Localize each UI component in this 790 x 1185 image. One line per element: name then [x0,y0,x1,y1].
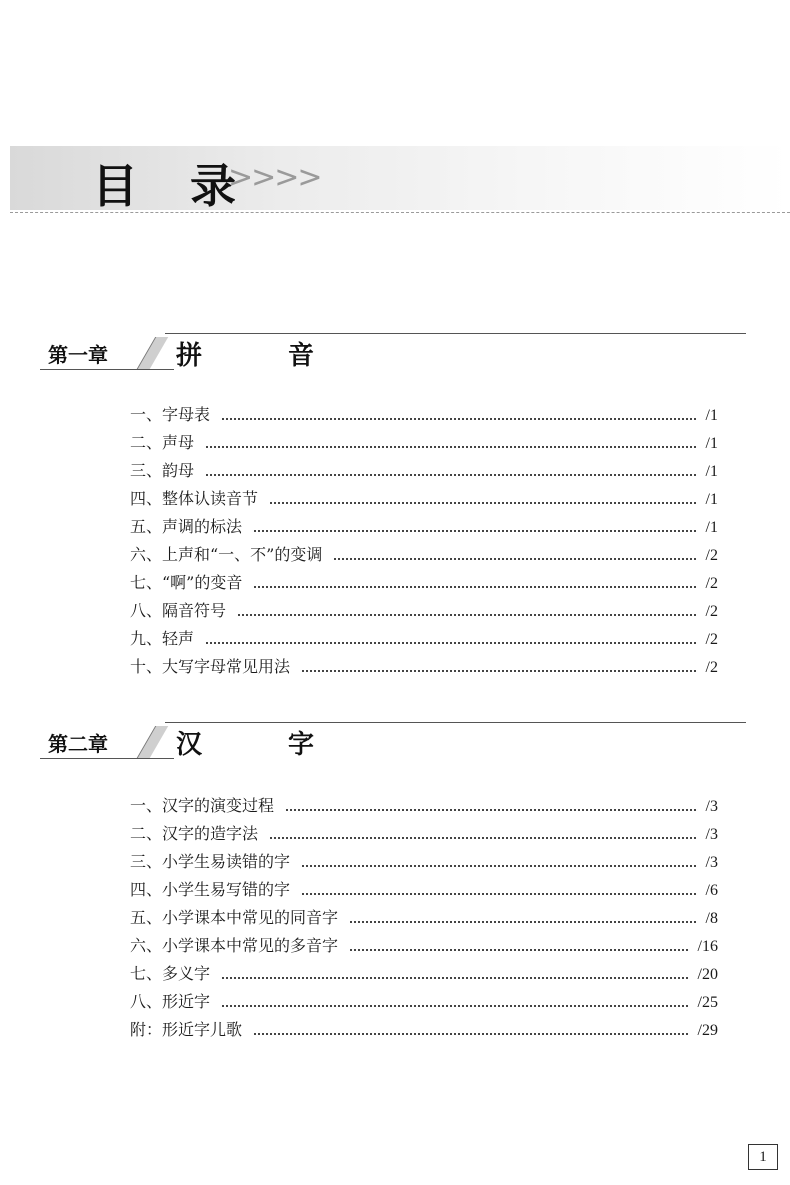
toc-entry-label: 附：形近字儿歌 [130,1020,243,1039]
toc-leader-dots [238,613,696,616]
toc-leader-dots [206,473,696,476]
toc-leader-dots [222,976,688,979]
toc-entry[interactable] [130,877,718,905]
toc-leader-dots [350,948,688,951]
toc-entry[interactable] [130,514,718,542]
toc-entry-page: /2 [705,631,718,648]
toc-entry-label: 八、隔音符号 [130,601,227,620]
header-arrows-decoration: >>>> [228,160,321,195]
toc-entry-label: 三、小学生易读错的字 [130,852,291,871]
chapter-2-toc [130,793,718,1045]
toc-entry-label: 三、韵母 [130,461,195,480]
toc-entry-page: /2 [705,575,718,592]
toc-entry-page: /1 [705,407,718,424]
toc-leader-dots [350,920,696,923]
toc-entry[interactable] [130,654,718,682]
toc-entry[interactable] [130,430,718,458]
chapter-2-bottom-rule [40,758,174,759]
toc-leader-dots [254,1032,688,1035]
toc-entry-label: 六、上声和“一、不”的变调 [130,545,323,564]
toc-entry[interactable] [130,598,718,626]
chapter-2-title-char: 汉 [176,730,203,760]
toc-entry-label: 一、汉字的演变过程 [130,796,275,815]
toc-entry-page: /16 [697,938,718,955]
toc-entry-label: 十、大写字母常见用法 [130,657,291,676]
toc-leader-dots [302,892,696,895]
chapter-1-title-char: 拼 [176,341,203,371]
toc-entry-label: 二、声母 [130,433,195,452]
toc-entry-page: /25 [697,994,718,1011]
toc-entry[interactable] [130,458,718,486]
chapter-1-bottom-rule [40,369,174,370]
toc-entry-label: 八、形近字 [130,992,211,1011]
chapter-2-title-char: 字 [288,730,315,760]
chapter-1-toc [130,402,718,682]
toc-entry-label: 一、字母表 [130,405,211,424]
toc-leader-dots [222,417,696,420]
toc-entry-page: /2 [705,659,718,676]
toc-entry-page: /3 [705,854,718,871]
chapter-1-top-rule [165,333,746,334]
header-divider [10,212,790,213]
toc-entry-page: /6 [705,882,718,899]
toc-leader-dots [286,808,696,811]
toc-entry-page: /20 [697,966,718,983]
chapter-2-title [176,724,314,761]
toc-leader-dots [270,501,696,504]
chapter-1-label: 第一章 [48,343,108,367]
toc-entry-label: 六、小学课本中常见的多音字 [130,936,339,955]
chapter-2-slash-decoration [137,726,168,758]
chapter-2-label: 第二章 [48,732,108,756]
chapter-1-slash-decoration [137,337,168,369]
toc-entry-page: /29 [697,1022,718,1039]
toc-entry-label: 七、“啊”的变音 [130,573,243,592]
toc-entry-page: /1 [705,435,718,452]
toc-entry[interactable] [130,1017,718,1045]
toc-entry-page: /3 [705,798,718,815]
chapter-1-heading [40,333,746,373]
toc-entry[interactable] [130,402,718,430]
toc-entry-label: 二、汉字的造字法 [130,824,259,843]
toc-leader-dots [270,836,696,839]
toc-entry[interactable] [130,989,718,1017]
toc-entry-label: 七、多义字 [130,964,211,983]
toc-leader-dots [206,445,696,448]
toc-entry-page: /1 [705,519,718,536]
toc-leader-dots [206,641,696,644]
toc-entry[interactable] [130,849,718,877]
toc-entry[interactable] [130,626,718,654]
toc-entry-page: /2 [705,603,718,620]
page-title: 目 录 [92,159,255,213]
toc-entry[interactable] [130,961,718,989]
toc-entry-label: 九、轻声 [130,629,195,648]
toc-entry-page: /1 [705,463,718,480]
chapter-1-title [176,335,314,372]
chapter-1-title-char: 音 [288,341,315,371]
page-number: 1 [748,1144,778,1170]
toc-entry-label: 四、整体认读音节 [130,489,259,508]
toc-entry-label: 五、小学课本中常见的同音字 [130,908,339,927]
toc-entry[interactable] [130,821,718,849]
toc-leader-dots [254,585,695,588]
toc-entry-label: 四、小学生易写错的字 [130,880,291,899]
toc-entry[interactable] [130,905,718,933]
toc-entry-label: 五、声调的标法 [130,517,243,536]
toc-leader-dots [302,864,696,867]
toc-leader-dots [222,1004,688,1007]
toc-entry-page: /3 [705,826,718,843]
toc-leader-dots [302,669,696,672]
chapter-2-top-rule [165,722,746,723]
chapter-2-heading [40,722,746,762]
toc-entry[interactable] [130,793,718,821]
toc-leader-dots [334,557,695,560]
toc-entry[interactable] [130,570,718,598]
toc-entry-page: /1 [705,491,718,508]
toc-leader-dots [254,529,696,532]
toc-entry[interactable] [130,486,718,514]
toc-entry-page: /8 [705,910,718,927]
toc-entry[interactable] [130,933,718,961]
toc-entry[interactable] [130,542,718,570]
toc-entry-page: /2 [705,547,718,564]
